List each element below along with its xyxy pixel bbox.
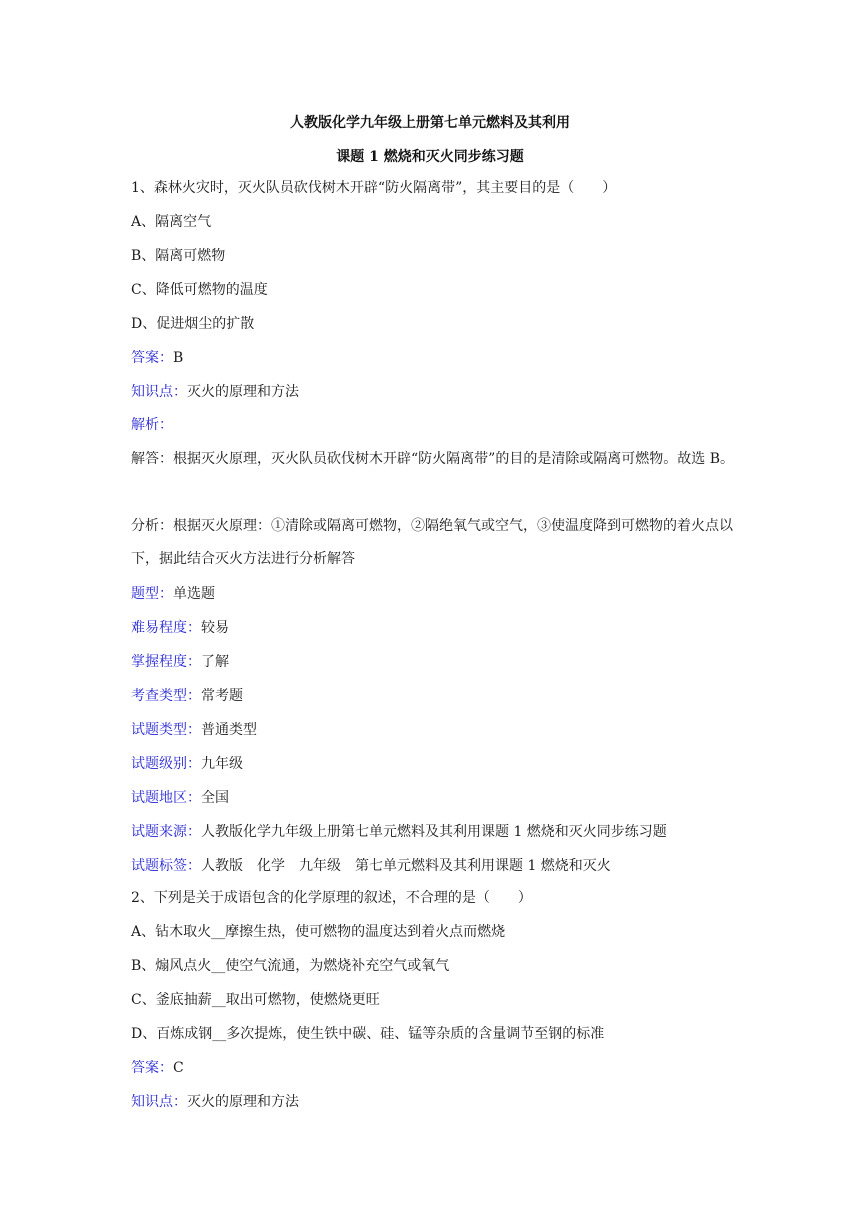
answer-value: B	[173, 350, 184, 366]
question-1-option-b: B、隔离可燃物	[131, 248, 226, 264]
meta-tags-label: 试题标签：	[131, 858, 201, 874]
question-2-answer	[131, 1058, 736, 1078]
question-1-option-c: C、降低可燃物的温度	[131, 282, 268, 298]
q2-knowledge-value: 灭火的原理和方法	[187, 1094, 299, 1110]
question-1-option-a: A、隔离空气	[131, 214, 212, 230]
document-title: 人教版化学九年级上册第七单元燃料及其利用	[290, 115, 570, 131]
question-2-option-b: B、煽风点火__使空气流通，为燃烧补充空气或氧气	[131, 958, 450, 974]
q2-answer-value: C	[173, 1060, 184, 1076]
meta-exam-type	[131, 686, 736, 706]
meta-region-value: 全国	[201, 790, 229, 806]
meta-question-type-label: 试题类型：	[131, 722, 201, 738]
analysis-label: 解析：	[131, 417, 173, 433]
meta-grade-value: 九年级	[201, 756, 243, 772]
meta-type	[131, 584, 736, 604]
meta-tags-value: 人教版 化学 九年级 第七单元燃料及其利用课题 1 燃烧和灭火	[201, 858, 611, 874]
question-1-answer	[131, 348, 736, 368]
document-subtitle: 课题 1 燃烧和灭火同步练习题	[336, 149, 524, 165]
meta-type-label: 题型：	[131, 586, 173, 602]
meta-exam-type-label: 考查类型：	[131, 688, 201, 704]
question-1-option-d: D、促进烟尘的扩散	[131, 316, 255, 332]
meta-source-label: 试题来源：	[131, 824, 201, 840]
knowledge-value: 灭火的原理和方法	[187, 384, 299, 400]
question-1-explanation: 分析：根据灭火原理：①清除或隔离可燃物，②隔绝氧气或空气，③使温度降到可燃物的着火点以下，据此结合灭火方法进行分析解答	[131, 518, 733, 567]
meta-mastery-label: 掌握程度：	[131, 654, 201, 670]
knowledge-label: 知识点：	[131, 384, 187, 400]
meta-question-type	[131, 720, 736, 740]
meta-question-type-value: 普通类型	[201, 722, 257, 738]
answer-label: 答案：	[131, 350, 173, 366]
meta-region-label: 试题地区：	[131, 790, 201, 806]
question-1-stem: 1、森林火灾时，灭火队员砍伐树木开辟“防火隔离带”，其主要目的是（ ）	[131, 180, 617, 196]
meta-difficulty	[131, 618, 736, 638]
meta-mastery-value: 了解	[201, 654, 229, 670]
question-2-option-c: C、釜底抽薪__取出可燃物，使燃烧更旺	[131, 992, 380, 1008]
meta-difficulty-value: 较易	[201, 620, 229, 636]
question-1-solution: 解答：根据灭火原理，灭火队员砍伐树木开辟“防火隔离带”的目的是清除或隔离可燃物。故选 B。	[131, 451, 735, 467]
meta-grade	[131, 754, 736, 774]
q2-answer-label: 答案：	[131, 1060, 173, 1076]
meta-exam-type-value: 常考题	[201, 688, 243, 704]
question-2-stem: 2、下列是关于成语包含的化学原理的叙述，不合理的是（ ）	[131, 890, 532, 906]
meta-type-value: 单选题	[173, 586, 215, 602]
meta-source-value: 人教版化学九年级上册第七单元燃料及其利用课题 1 燃烧和灭火同步练习题	[201, 824, 667, 840]
meta-tags	[131, 856, 736, 876]
question-2-option-d: D、百炼成钢__多次提炼，使生铁中碳、硅、锰等杂质的含量调节至钢的标准	[131, 1026, 605, 1042]
meta-region	[131, 788, 736, 808]
question-2-knowledge	[131, 1092, 736, 1112]
meta-source	[131, 822, 736, 842]
q2-knowledge-label: 知识点：	[131, 1094, 187, 1110]
question-1-knowledge	[131, 382, 736, 402]
question-1-analysis-heading	[131, 415, 736, 435]
question-2-option-a: A、钻木取火__摩擦生热，使可燃物的温度达到着火点而燃烧	[131, 924, 506, 940]
meta-grade-label: 试题级别：	[131, 756, 201, 772]
meta-difficulty-label: 难易程度：	[131, 620, 201, 636]
meta-mastery	[131, 652, 736, 672]
